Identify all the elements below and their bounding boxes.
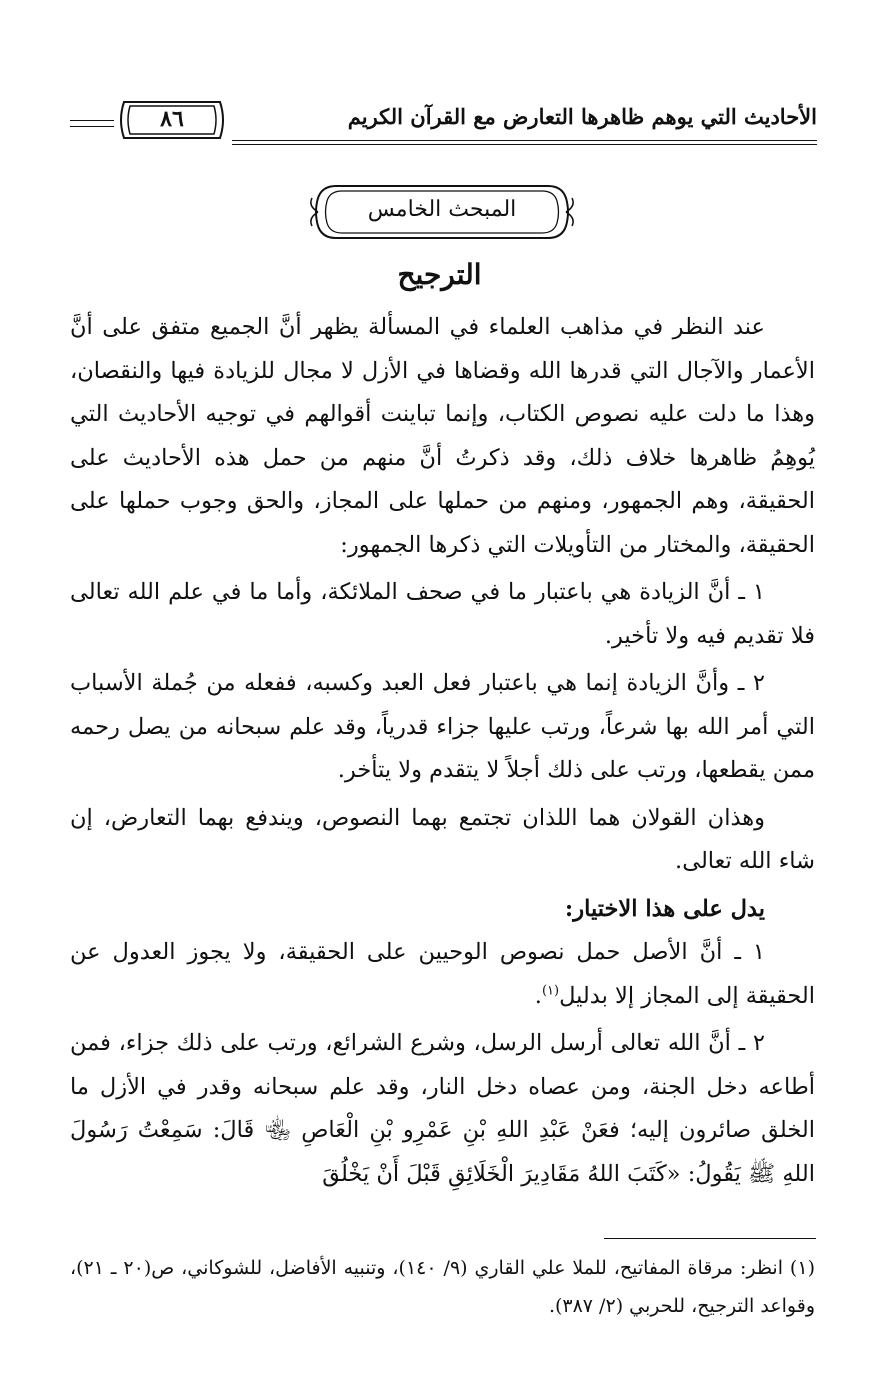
evidence-1-end: . [534,982,542,1009]
page-number-frame [116,100,228,140]
header-rule-secondary [232,144,817,145]
paragraph-point-2: ٢ ـ وأنَّ الزيادة إنما هي باعتبار فعل العبد وكسبه، ففعله من جُملة الأسباب التي أمر الله بها شرعاً، ورتب عليها جزاء قدرياً، وقد علم سبحانه من يصل رحمه ممن يقطعها، ورتب على ذلك أجلاً لا يتقدم ولا يتأخر. [70,670,815,783]
paragraph-point-1: ١ ـ أنَّ الزيادة هي باعتبار ما في صحف الملائكة، وأما ما في علم الله تعالى فلا تقديم فيه ولا تأخير. [70,579,815,649]
paragraph-intro: عند النظر في مذاهب العلماء في المسألة يظهر أنَّ الجميع متفق على أنَّ الأعمار والآجال التي قدرها الله وقضاها في الأزل لا مجال للزيادة فيها والنقصان، وهذا ما دلت عليه نصوص الكتاب، وإنما تباينت أقوالهم في توجيه الأحاديث التي يُوهِمُ ظاهرها خلاف ذلك، وقد ذكرتُ أنَّ منهم من حمل هذه الأحاديث على الحقيقة، وهم الجمهور، ومنهم من حملها على المجاز، والحق وجوب حملها على الحقيقة، والمختار من التأويلات التي ذكرها الجمهور: [70,314,815,558]
footnote-rule [604,1238,816,1239]
paragraph-conclusion: وهذان القولان هما اللذان تجتمع بهما النصوص، ويندفع بهما التعارض، إن شاء الله تعالى. [70,804,815,874]
footnote-1: (١) انظر: مرقاة المفاتيح، للملا علي القاري (٩/ ١٤٠)، وتنبيه الأفاضل، للشوكاني، ص(٢٠ ـ ٢١)، وقواعد الترجيح، للحربي (٢/ ٣٨٧). [70,1257,815,1317]
evidence-heading: يدل على هذا الاختيار: [564,895,765,922]
body-text [70,306,815,1196]
header-ornament-lines [70,120,114,132]
evidence-1-text: ١ ـ أنَّ الأصل حمل نصوص الوحيين على الحقيقة، ولا يجوز العدول عن الحقيقة إلى المجاز إلا بدليل [70,939,815,1009]
page-number: ٨٦ [160,106,184,132]
section-banner-label: المبحث الخامس [367,197,517,222]
paragraph-evidence-2: ٢ ـ أنَّ الله تعالى أرسل الرسل، وشرع الشرائع، ورتب على ذلك جزاء، فمن أطاعه دخل الجنة، ومن عصاه دخل النار، وقد علم سبحانه وقدر في الأزل ما الخلق صائرون إليه؛ فعَنْ عَبْدِ اللهِ بْنِ عَمْرِو بْنِ الْعَاصِ ﵄ قَالَ: سَمِعْتُ رَسُولَ اللهِ ﷺ يَقُولُ: «كَتَبَ اللهُ مَقَادِيرَ الْخَلَائِقِ قَبْلَ أَنْ يَخْلُقَ [70,1030,815,1187]
header-rule [232,140,817,141]
footnote-ref-1: (١) [541,983,560,998]
header-title: الأحاديث التي يوهم ظاهرها التعارض مع القرآن الكريم [347,104,817,129]
section-title: الترجيح [397,258,482,291]
footnotes [70,1249,815,1325]
section-banner [308,180,576,244]
paragraph-evidence-1 [70,931,815,1018]
running-header [72,100,817,148]
